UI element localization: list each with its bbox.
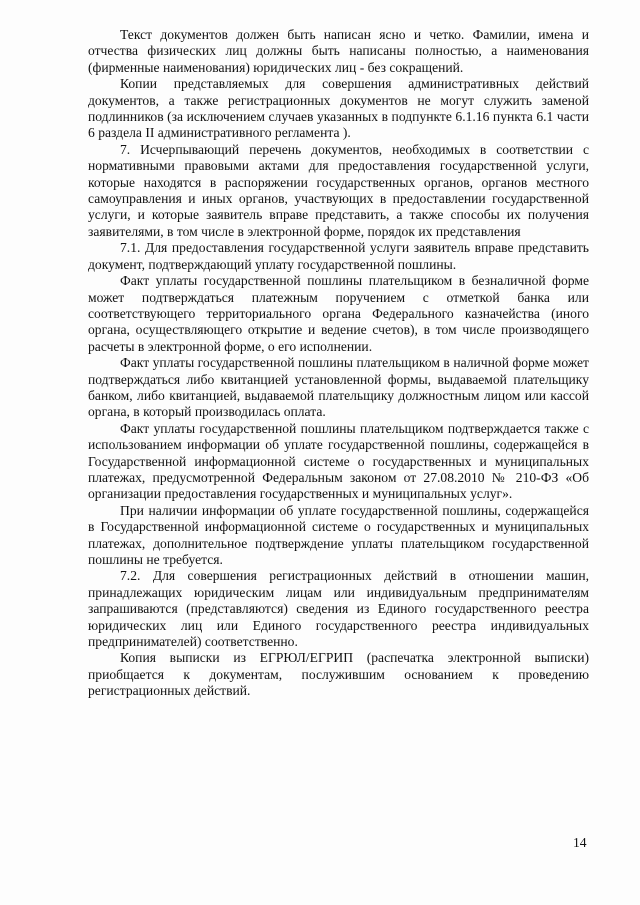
paragraph-no-confirmation-required: При наличии информации об уплате государственной пошлины, содержащейся в Государственной информационной системе о государственных и муниципальных платежах, дополнительное подтверждение уплаты плательщиком государственной пошлины не требуется. — [88, 502, 589, 567]
paragraph-egrul-extract: Копия выписки из ЕГРЮЛ/ЕГРИП (распечатка электронной выписки) приобщается к документам, послужившим основанием к проведению регистрационных действий. — [88, 650, 589, 699]
paragraph-cashless-payment: Факт уплаты государственной пошлины плательщиком в безналичной форме может подтверждаться платежным поручением с отметкой банка или соответствующего территориального органа Федерального казначейства (иного органа, осуществляющего открытие и ведение счетов), в том числе производящего расчеты в электронной форме, о его исполнении. — [88, 273, 589, 354]
paragraph-gis-payment-info: Факт уплаты государственной пошлины плательщиком подтверждается также с использованием информации об уплате государственной пошлины, содержащейся в Государственной информационной системе о государственных и муниципальных платежах, предусмотренной Федеральным законом от 27.08.2010 № 210-ФЗ «Об организации предоставления государственных и муниципальных услуг». — [88, 420, 589, 502]
paragraph-7-2: 7.2. Для совершения регистрационных действий в отношении машин, принадлежащих юридическим лицам или индивидуальным предпринимателям запрашиваются (представляются) сведения из Единого государственного реестра юридических лиц или Единого государственного реестра индивидуальных предпринимателей) соответственно. — [88, 568, 589, 650]
paragraph-section-7-heading: 7. Исчерпывающий перечень документов, необходимых в соответствии с нормативными правовыми актами для предоставления государственной услуги, которые находятся в распоряжении государственных органов, органов местного самоуправления и иных органов, участвующих в предоставлении государственной услуги, и которые заявитель вправе представить, а также способы их получения заявителями, в том числе в электронной форме, порядок их представления — [88, 141, 589, 239]
paragraph-7-1: 7.1. Для предоставления государственной услуги заявитель вправе представить документ, подтверждающий уплату государственной пошлины. — [88, 240, 589, 272]
paragraph-copies-of-documents: Копии представляемых для совершения административных действий документов, а также регистрационных документов не могут служить заменой подлинников (за исключением случаев указанных в подпункте 6.1.16 пункта 6.1 части 6 раздела II административного регламента ). — [88, 76, 589, 141]
page-number: 14 — [573, 835, 587, 850]
paragraph-cash-payment: Факт уплаты государственной пошлины плательщиком в наличной форме может подтверждаться либо квитанцией установленной формы, выдаваемой плательщику банком, либо квитанцией, выдаваемой плательщику должностным лицом или кассой органа, в который производилась оплата. — [88, 355, 589, 420]
paragraph-text-requirements: Текст документов должен быть написан ясно и четко. Фамилии, имена и отчества физических лиц должны быть написаны полностью, а наименования (фирменные наименования) юридических лиц - без сокращений. — [88, 27, 589, 75]
document-body — [88, 27, 589, 700]
